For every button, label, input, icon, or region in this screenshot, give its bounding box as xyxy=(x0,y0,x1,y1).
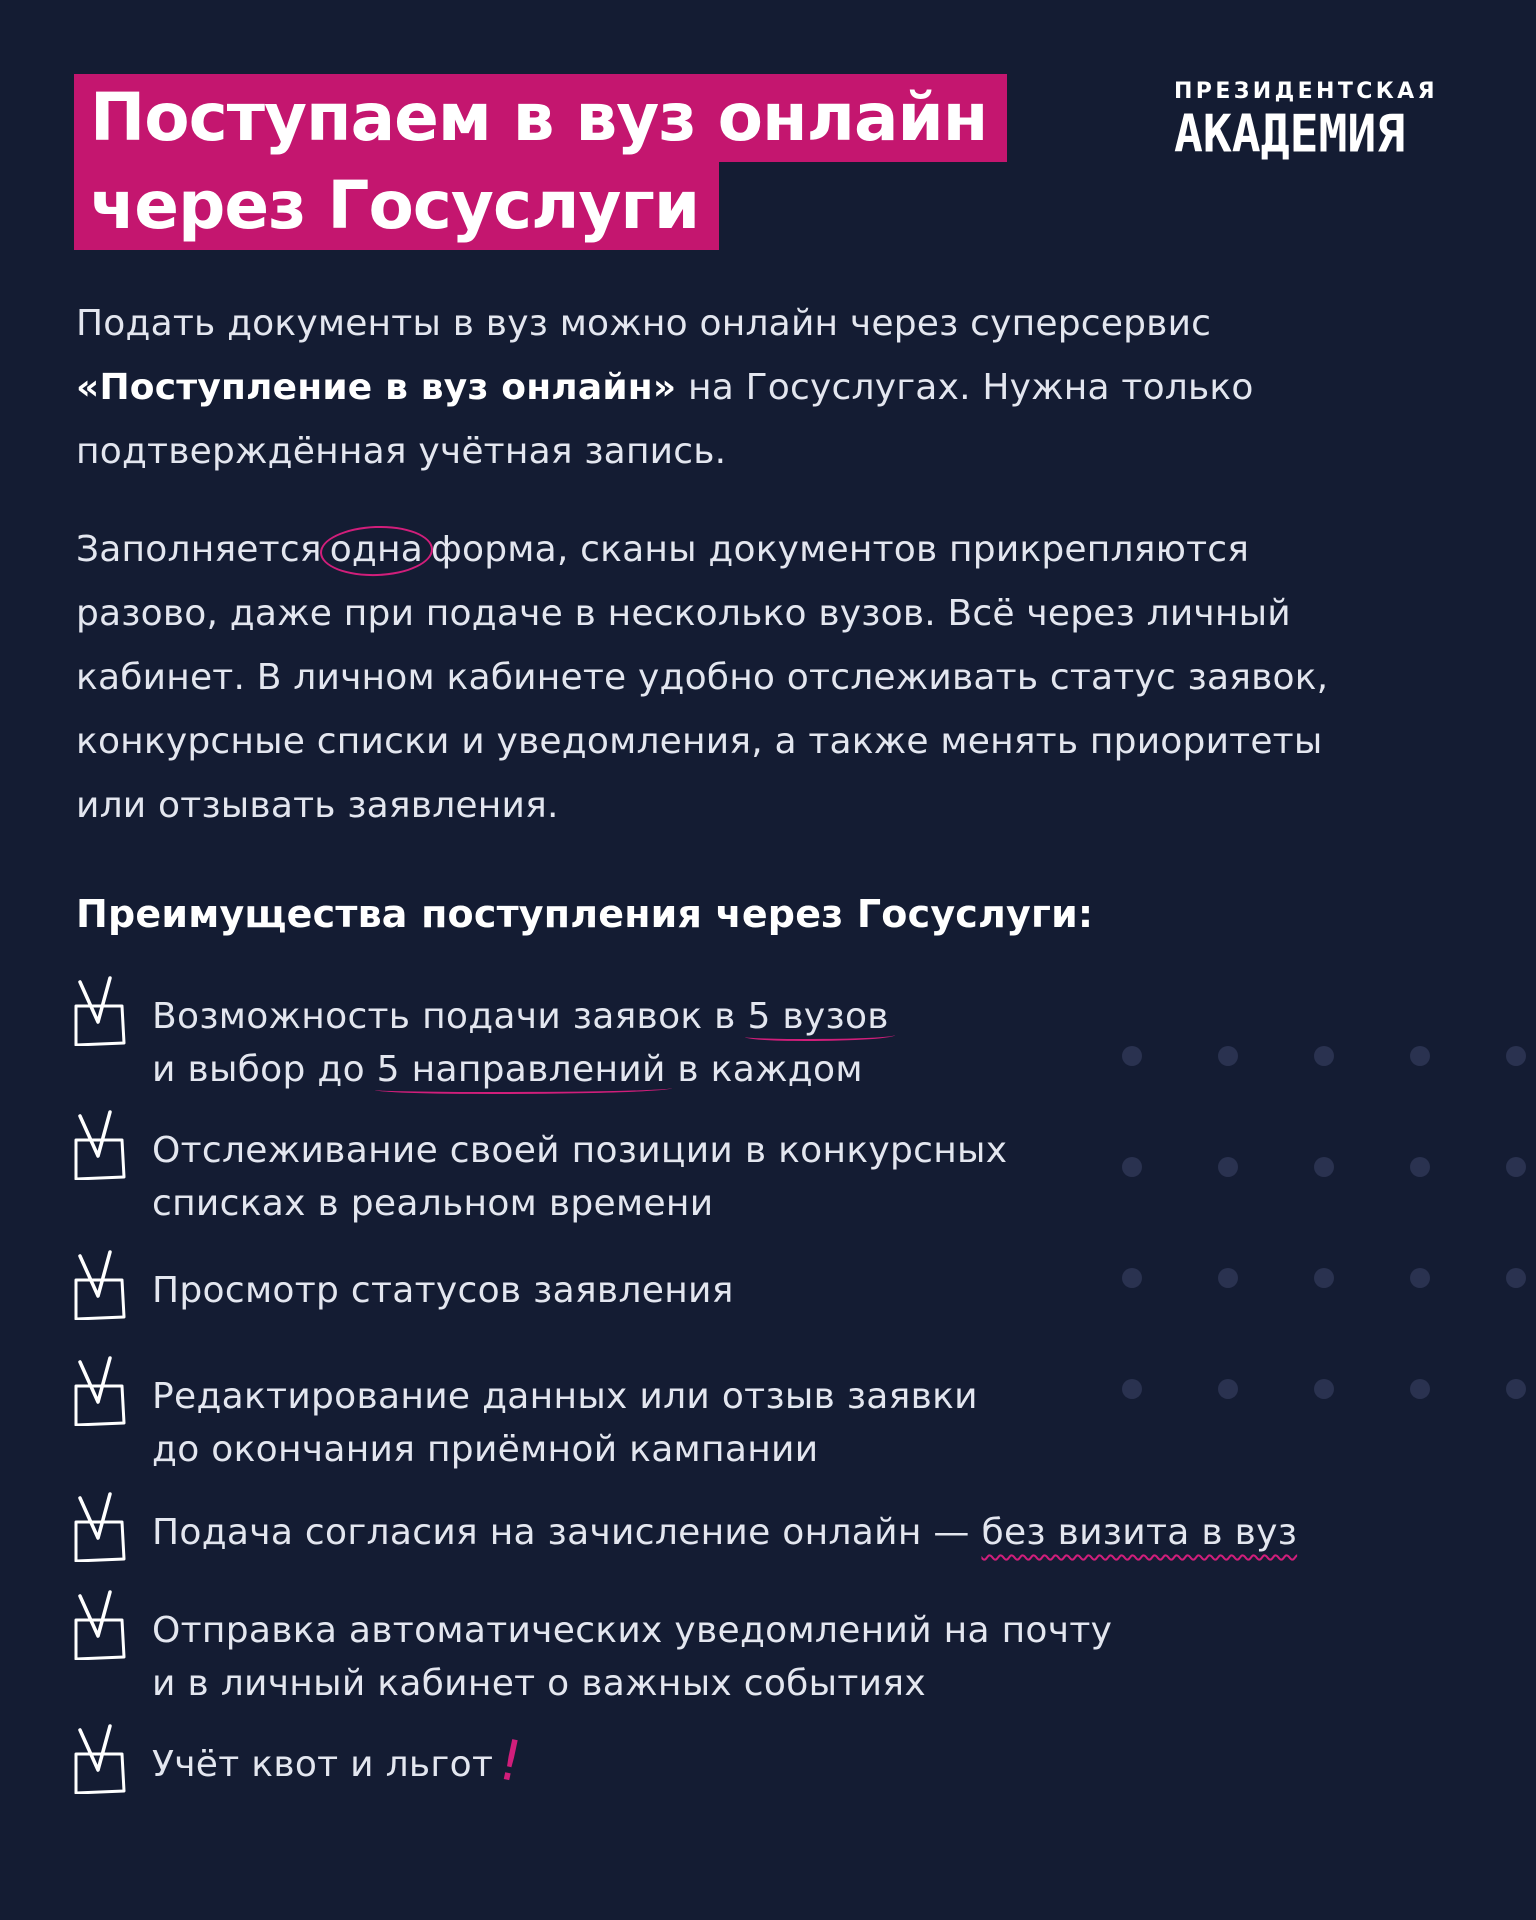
dot xyxy=(1314,1046,1334,1066)
benefit-line: до окончания приёмной кампании xyxy=(152,1429,819,1470)
p1-line-2 xyxy=(76,356,1436,420)
benefit-line: списках в реальном времени xyxy=(152,1183,714,1224)
dot xyxy=(1122,1379,1142,1399)
underlined-5-directions: 5 направлений xyxy=(377,1043,666,1096)
dot xyxy=(1218,1268,1238,1288)
p1-line-3: подтверждённая учётная запись. xyxy=(76,431,727,472)
p2-line-1 xyxy=(76,518,1436,582)
benefit-line: Отслеживание своей позиции в конкурсных xyxy=(152,1130,1008,1171)
title-line-2: через Госуслуги xyxy=(74,162,719,250)
title-line-1: Поступаем в вуз онлайн xyxy=(74,74,1007,162)
dot xyxy=(1314,1157,1334,1177)
checkbox-check-icon xyxy=(70,1250,130,1320)
checkbox-check-icon xyxy=(70,1492,130,1562)
benefit-line: Отправка автоматических уведомлений на почту xyxy=(152,1610,1113,1651)
benefit-1-c: в каждом xyxy=(665,1049,863,1090)
dot xyxy=(1314,1379,1334,1399)
benefit-line: и в личный кабинет о важных событиях xyxy=(152,1663,926,1704)
benefit-line: Редактирование данных или отзыв заявки xyxy=(152,1376,978,1417)
benefit-text xyxy=(152,1124,1007,1230)
dot xyxy=(1410,1379,1430,1399)
dot xyxy=(1122,1268,1142,1288)
benefit-text xyxy=(152,1370,978,1476)
dot xyxy=(1506,1268,1526,1288)
benefit-line xyxy=(152,990,889,1043)
dot xyxy=(1218,1046,1238,1066)
p2-before: Заполняется xyxy=(76,529,322,570)
benefit-text xyxy=(152,1506,1297,1559)
checkbox-check-icon xyxy=(70,1356,130,1426)
dot xyxy=(1122,1157,1142,1177)
exclamation-mark: ! xyxy=(492,1727,529,1796)
dot xyxy=(1314,1268,1334,1288)
dot xyxy=(1122,1046,1142,1066)
benefits-heading: Преимущества поступления через Госуслуги: xyxy=(76,892,1094,936)
intro-paragraph-1 xyxy=(76,292,1436,484)
dot xyxy=(1506,1046,1526,1066)
dot-grid-decoration xyxy=(1122,1046,1536,1406)
underlined-5-universities: 5 вузов xyxy=(747,990,888,1043)
dot xyxy=(1506,1157,1526,1177)
benefit-line xyxy=(152,1043,889,1096)
p2-line-4: конкурсные списки и уведомления, а также менять приоритеты xyxy=(76,721,1323,762)
service-name: «Поступление в вуз онлайн» xyxy=(76,367,677,408)
p1-line-1: Подать документы в вуз можно онлайн через суперсервис xyxy=(76,303,1212,344)
benefit-line xyxy=(152,1727,529,1796)
benefit-line: Просмотр статусов заявления xyxy=(152,1270,734,1311)
benefit-1-a: Возможность подачи заявок в xyxy=(152,996,748,1037)
dot xyxy=(1218,1157,1238,1177)
wavy-underlined-no-visit: без визита в вуз xyxy=(981,1512,1298,1553)
benefit-text xyxy=(152,1604,1112,1710)
page-title xyxy=(74,74,1134,250)
logo-top-text: ПРЕЗИДЕНТСКАЯ xyxy=(1174,79,1438,104)
checkbox-check-icon xyxy=(70,1590,130,1660)
logo-bottom-text: АКАДЕМИЯ xyxy=(1174,103,1406,165)
circled-word: одна xyxy=(324,518,429,582)
academy-logo xyxy=(1174,78,1464,165)
dot xyxy=(1218,1379,1238,1399)
intro-paragraph-2 xyxy=(76,518,1436,838)
checkbox-check-icon xyxy=(70,1110,130,1180)
benefit-5-a: Подача согласия на зачисление онлайн — xyxy=(152,1512,982,1553)
benefit-text xyxy=(152,1264,734,1317)
benefit-text xyxy=(152,990,889,1096)
p1-line-2-rest: на Госуслугах. Нужна только xyxy=(676,367,1254,408)
checkbox-check-icon xyxy=(70,976,130,1046)
benefit-text xyxy=(152,1727,529,1796)
dot xyxy=(1506,1379,1526,1399)
dot xyxy=(1410,1268,1430,1288)
benefit-line xyxy=(152,1506,1297,1559)
dot xyxy=(1410,1157,1430,1177)
p2-line-2: разово, даже при подаче в несколько вузов. Всё через личный xyxy=(76,593,1291,634)
p2-line-3: кабинет. В личном кабинете удобно отслеживать статус заявок, xyxy=(76,657,1329,698)
p2-after: форма, сканы документов прикрепляются xyxy=(431,529,1250,570)
benefit-1-b: и выбор до xyxy=(152,1049,377,1090)
benefit-7: Учёт квот и льгот xyxy=(152,1744,494,1785)
checkbox-check-icon xyxy=(70,1724,130,1794)
dot xyxy=(1410,1046,1430,1066)
p2-line-5: или отзывать заявления. xyxy=(76,785,559,826)
